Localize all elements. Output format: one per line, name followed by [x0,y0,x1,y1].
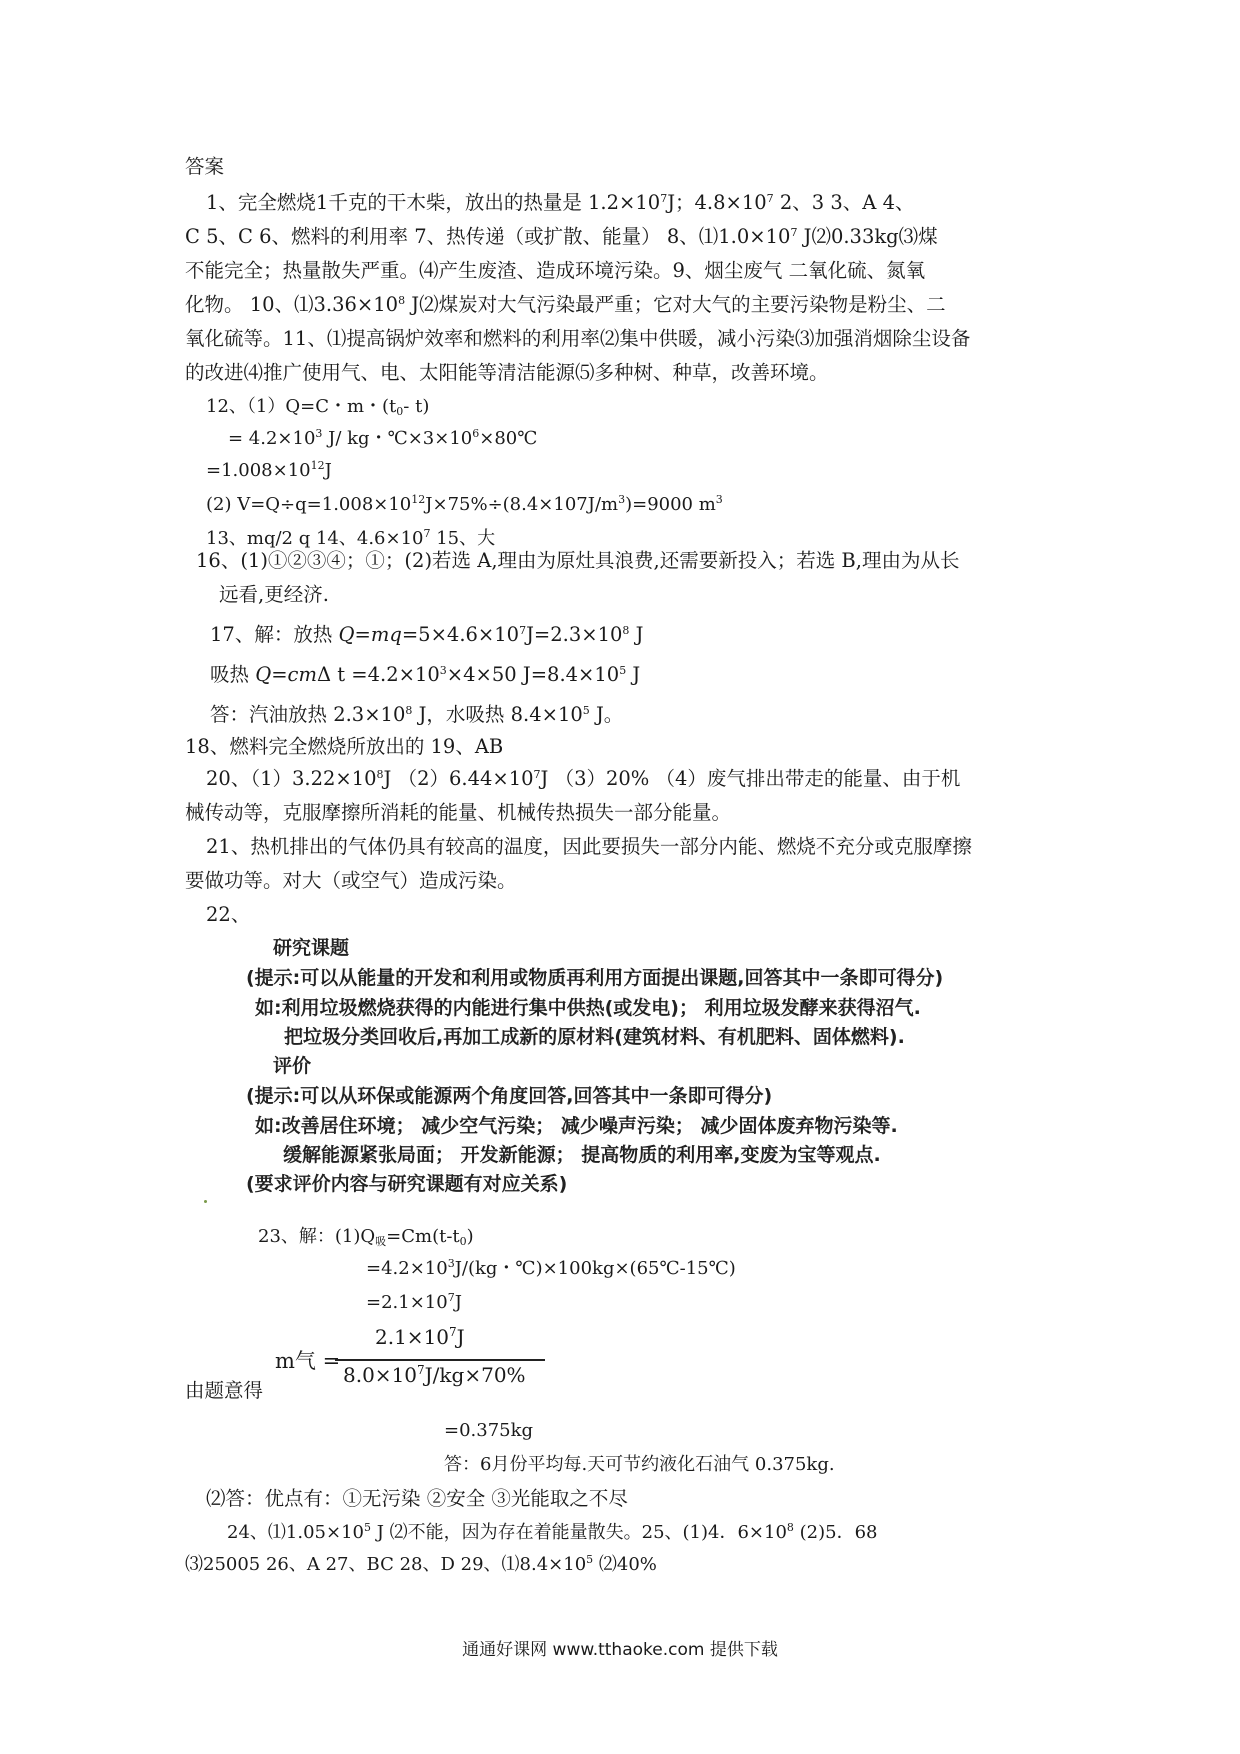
q23-part2-answer: ⑵答：优点有：①无污染 ②安全 ③光能取之不尽 [206,1487,628,1510]
answer-line-4: 化物。 10、$⑴3.36\times 10^8$ J⑵煤炭对大气污染最严重；它对大气的主要污染物是粉尘、二 [185,293,946,316]
q23-line-3: $=2.1\times 10^7J$ [366,1291,462,1313]
q21-line-2: 要做功等。对大（或空气）造成污染。 [185,869,517,892]
q17-line-2: 吸热 Q=cmΔ $t =4.2\times 10^3\times 4\times 50$ $J=8.4\times 10^5$ J [210,663,641,686]
q23-answer: 答：6月份平均每.天可节约液化石油气 0.375kg. [444,1454,835,1475]
fraction-numerator: $2.1\times 10^7J$ [375,1325,465,1349]
q20-line-2: 械传动等，克服摩擦所消耗的能量、机械传热损失一部分能量。 [185,801,732,824]
answer-line-3: 不能完全；热量散失严重。⑷产生废渣、造成环境污染。9、烟尘废气 二氧化硫、氮氧 [185,259,926,282]
q17-line-3: 答：汽油放热 $2.3\times 10^8$ J，水吸热 $8.4\times 10^5$ J。 [210,703,624,726]
q23-result: =0.375kg [444,1420,534,1441]
scan-eval-2: 缓解能源紧张局面； 开发新能源； 提高物质的利用率,变废为宝等观点. [283,1144,881,1166]
q13-line: 13、mq/2 q 14、$4.6\times 10^7$ 15、大 [206,527,496,549]
footer-credit: 通通好课网 www.tthaoke.com 提供下载 [462,1640,778,1660]
mass-fraction-formula [275,1325,555,1395]
scan-example-1: 如:利用垃圾燃烧获得的内能进行集中供热(或发电)； 利用垃圾发酵来获得沼气. [255,997,921,1019]
q12-line-1: 12、（1）Q=C・m・($t_0-$ t) [206,396,430,418]
q12-line-2: = $4.2\times 10^3$ J/ kg・$℃\times 3\times 10^6\times 80℃$ [228,427,538,449]
answer-line-5: 氧化硫等。11、⑴提高锅炉效率和燃料的利用率⑵集中供暖，减小污染⑶加强消烟除尘设备 [185,327,971,350]
scan-title-topic: 研究课题 [273,937,350,959]
q18-line: 18、燃料完全燃烧所放出的 19、AB [185,735,504,758]
scan-note: (要求评价内容与研究课题有对应关系) [246,1173,568,1195]
fraction-lhs: m气 = [275,1349,341,1373]
scan-hint-1: (提示:可以从能量的开发和利用或物质再利用方面提出课题,回答其中一条即可得分) [246,967,944,989]
answer-line-1: 1、完全燃烧1千克的干木柴，放出的热量是 $1.2\times 10^7J$；$4.8\times 10^7$ 2、3 3、A 4、 [206,191,915,214]
q22-label: 22、 [206,903,251,926]
q21-line-1: 21、热机排出的气体仍具有较高的温度，因此要损失一部分内能、燃烧不充分或克服摩擦 [206,835,972,858]
q12-line-3: $=1.008\times 10^{12}J$ [206,459,332,481]
q24-line-2: ⑶25005 26、A 27、BC 28、D 29、$⑴8.4\times 10^5$ ⑵40% [185,1553,657,1575]
scan-example-2: 把垃圾分类回收后,再加工成新的原材料(建筑材料、有机肥料、固体燃料). [284,1026,905,1048]
q16-line-2: 远看,更经济. [219,583,329,606]
scan-artifact-dot [204,1200,207,1203]
q16-line-1: 16、(1)①②③④；①；(2)若选 A,理由为原灶具浪费,还需要新投入；若选 B,理由为从长 [196,549,960,572]
fraction-bar [335,1359,545,1361]
answer-line-2: C 5、C 6、燃料的利用率 7、热传递（或扩散、能量） 8、$⑴1.0\times 10^7$ J⑵0.33kg⑶煤 [185,225,938,248]
fraction-denominator: $8.0\times 10^7J/kg\times 70\%$ [343,1363,526,1387]
q23-deduce-label: 由题意得 [185,1379,264,1402]
q23-line-1: 23、解：$(1)Q_吸=Cm(t-t_0)$ [258,1226,474,1248]
scan-hint-2: (提示:可以从环保或能源两个角度回答,回答其中一条即可得分) [246,1085,773,1107]
q12-line-4: (2) $V=Q\div q=1.008\times 10^{12}J\times 75\%\div(8.4\times 107J/m^3)=9000$ $m^3$ [206,493,723,515]
heading: 答案 [185,155,225,178]
scanned-answer-image [246,925,998,1205]
scan-title-eval: 评价 [273,1055,312,1077]
q17-line-1: 17、解：放热 $Q=mq=5\times 4.6\times 10^7J=2.3\times 10^8$ J [210,623,644,646]
q20-line-1: 20、$(1)3.22\times 10^8J$ $(2)6.44\times 10^7J$ （3）20% （4）废气排出带走的能量、由于机 [206,767,961,790]
q23-line-2: $=4.2\times 10^3J/(kg$・℃)×100kg×(65℃-15℃) [366,1257,736,1279]
scan-eval-1: 如:改善居住环境； 减少空气污染； 减少噪声污染； 减少固体废弃物污染等. [255,1115,898,1137]
q24-line-1: 24、$⑴1.05\times 10^5$ J ⑵不能，因为存在着能量散失。25、(1)4．$6\times 10^8$ (2)5．68 [227,1521,878,1543]
answer-line-6: 的改进⑷推广使用气、电、太阳能等清洁能源⑸多种树、种草，改善环境。 [185,361,829,384]
